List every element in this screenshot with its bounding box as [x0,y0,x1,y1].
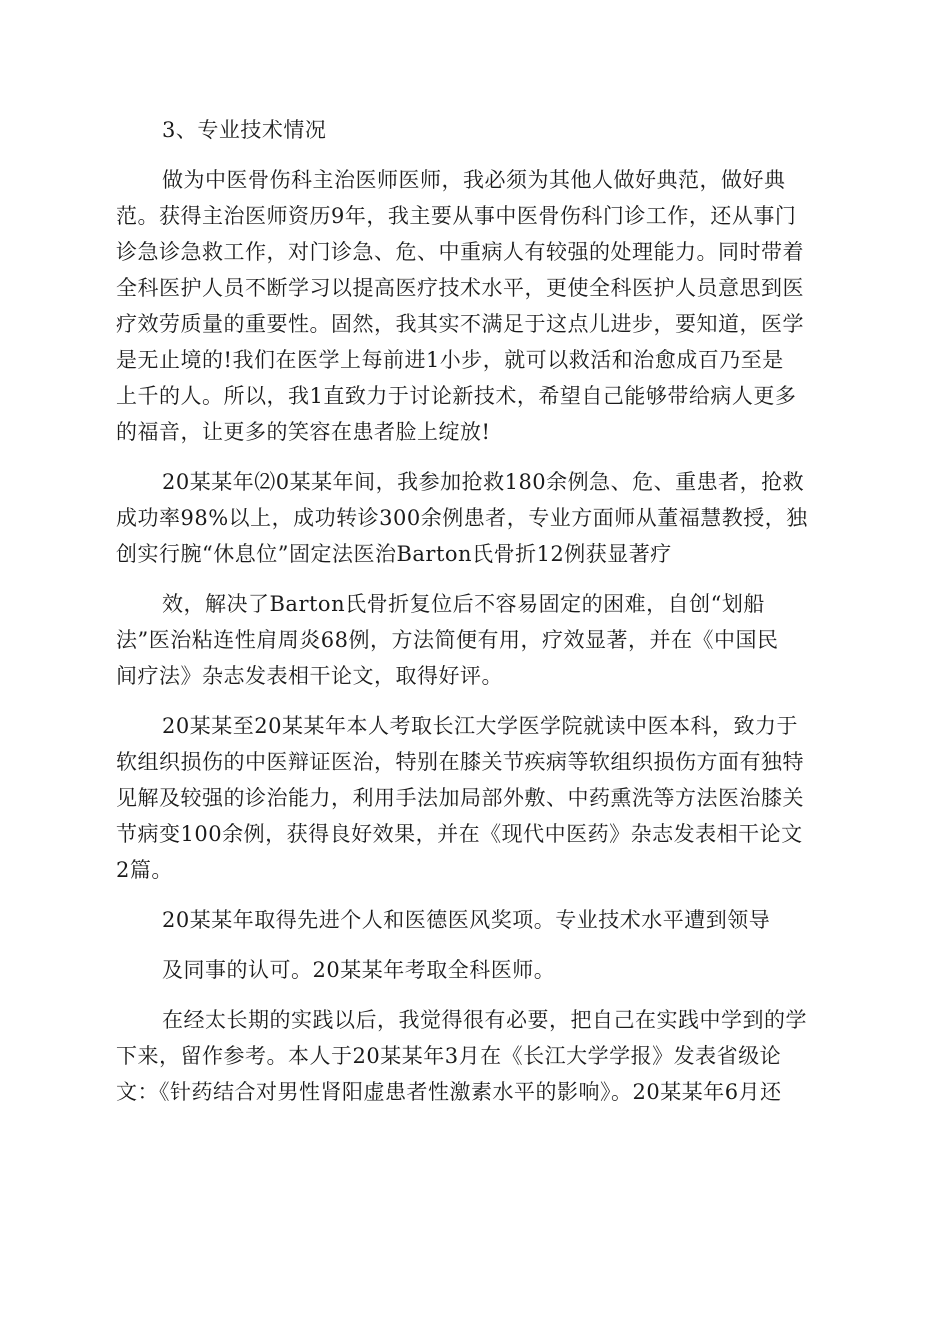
paragraph-line: 诊急诊急救工作，对门诊急、危、中重病人有较强的处理能力。同时带着 [116,240,804,264]
paragraph [116,162,836,450]
paragraph-line: 下来，留作参考。本人于20某某年3月在《长江大学学报》发表省级论 [116,1044,782,1068]
paragraph-line: 是无止境的!我们在医学上每前进1小步，就可以救活和治愈成百乃至是 [116,348,784,372]
section-heading: 3、专业技术情况 [162,118,327,142]
paragraph [116,952,836,988]
paragraph [116,464,836,572]
paragraph-line: 20某某至20某某年本人考取长江大学医学院就读中医本科，致力于 [162,714,798,738]
paragraph-line: 见解及较强的诊治能力，利用手法加局部外敷、中药熏洗等方法医治膝关 [116,786,804,810]
paragraph [116,1002,836,1110]
paragraph-line: 20某某年取得先进个人和医德医风奖项。专业技术水平遭到领导 [162,908,771,932]
paragraph-line: 做为中医骨伤科主治医师医师，我必须为其他人做好典范，做好典 [162,168,786,192]
paragraph [116,902,836,938]
paragraph-line: 疗效劳质量的重要性。固然，我其实不满足于这点儿进步，要知道，医学 [116,312,804,336]
paragraph-line: 创实行腕“休息位”固定法医治Barton氏骨折12例获显著疗 [116,542,672,566]
paragraph-line: 节病变100余例，获得良好效果，并在《现代中医药》杂志发表相干论文 [116,822,803,846]
paragraph-line: 2篇。 [116,858,173,882]
paragraph-line: 范。获得主治医师资历9年，我主要从事中医骨伤科门诊工作，还从事门 [116,204,797,228]
paragraph-line: 效，解决了Barton氏骨折复位后不容易固定的困难，自创“划船 [162,592,765,616]
paragraph-line: 成功率98%以上，成功转诊300余例患者，专业方面师从董福慧教授，独 [116,506,808,530]
paragraph-line: 上千的人。所以，我1直致力于讨论新技术，希望自己能够带给病人更多 [116,384,797,408]
paragraph-line: 20某某年⑵0某某年间，我参加抢救180余例急、危、重患者，抢救 [162,470,805,494]
paragraph-line: 在经太长期的实践以后，我觉得很有必要，把自己在实践中学到的学 [162,1008,807,1032]
document-body [116,112,836,1110]
paragraph-line: 软组织损伤的中医辩证医治，特别在膝关节疾病等软组织损伤方面有独特 [116,750,804,774]
paragraph-line: 文：《针药结合对男性肾阳虚患者性激素水平的影响》。20某某年6月还 [116,1080,782,1104]
paragraph [116,708,836,888]
paragraph-line: 法”医治粘连性肩周炎68例，方法简便有用，疗效显著，并在《中国民 [116,628,779,652]
paragraph-line: 间疗法》杂志发表相干论文，取得好评。 [116,664,503,688]
paragraph [116,586,836,694]
paragraph-line: 及同事的认可。20某某年考取全科医师。 [162,958,556,982]
paragraph-line: 全科医护人员不断学习以提高医疗技术水平，更使全科医护人员意思到医 [116,276,804,300]
paragraph-line: 的福音，让更多的笑容在患者脸上绽放! [116,420,491,444]
